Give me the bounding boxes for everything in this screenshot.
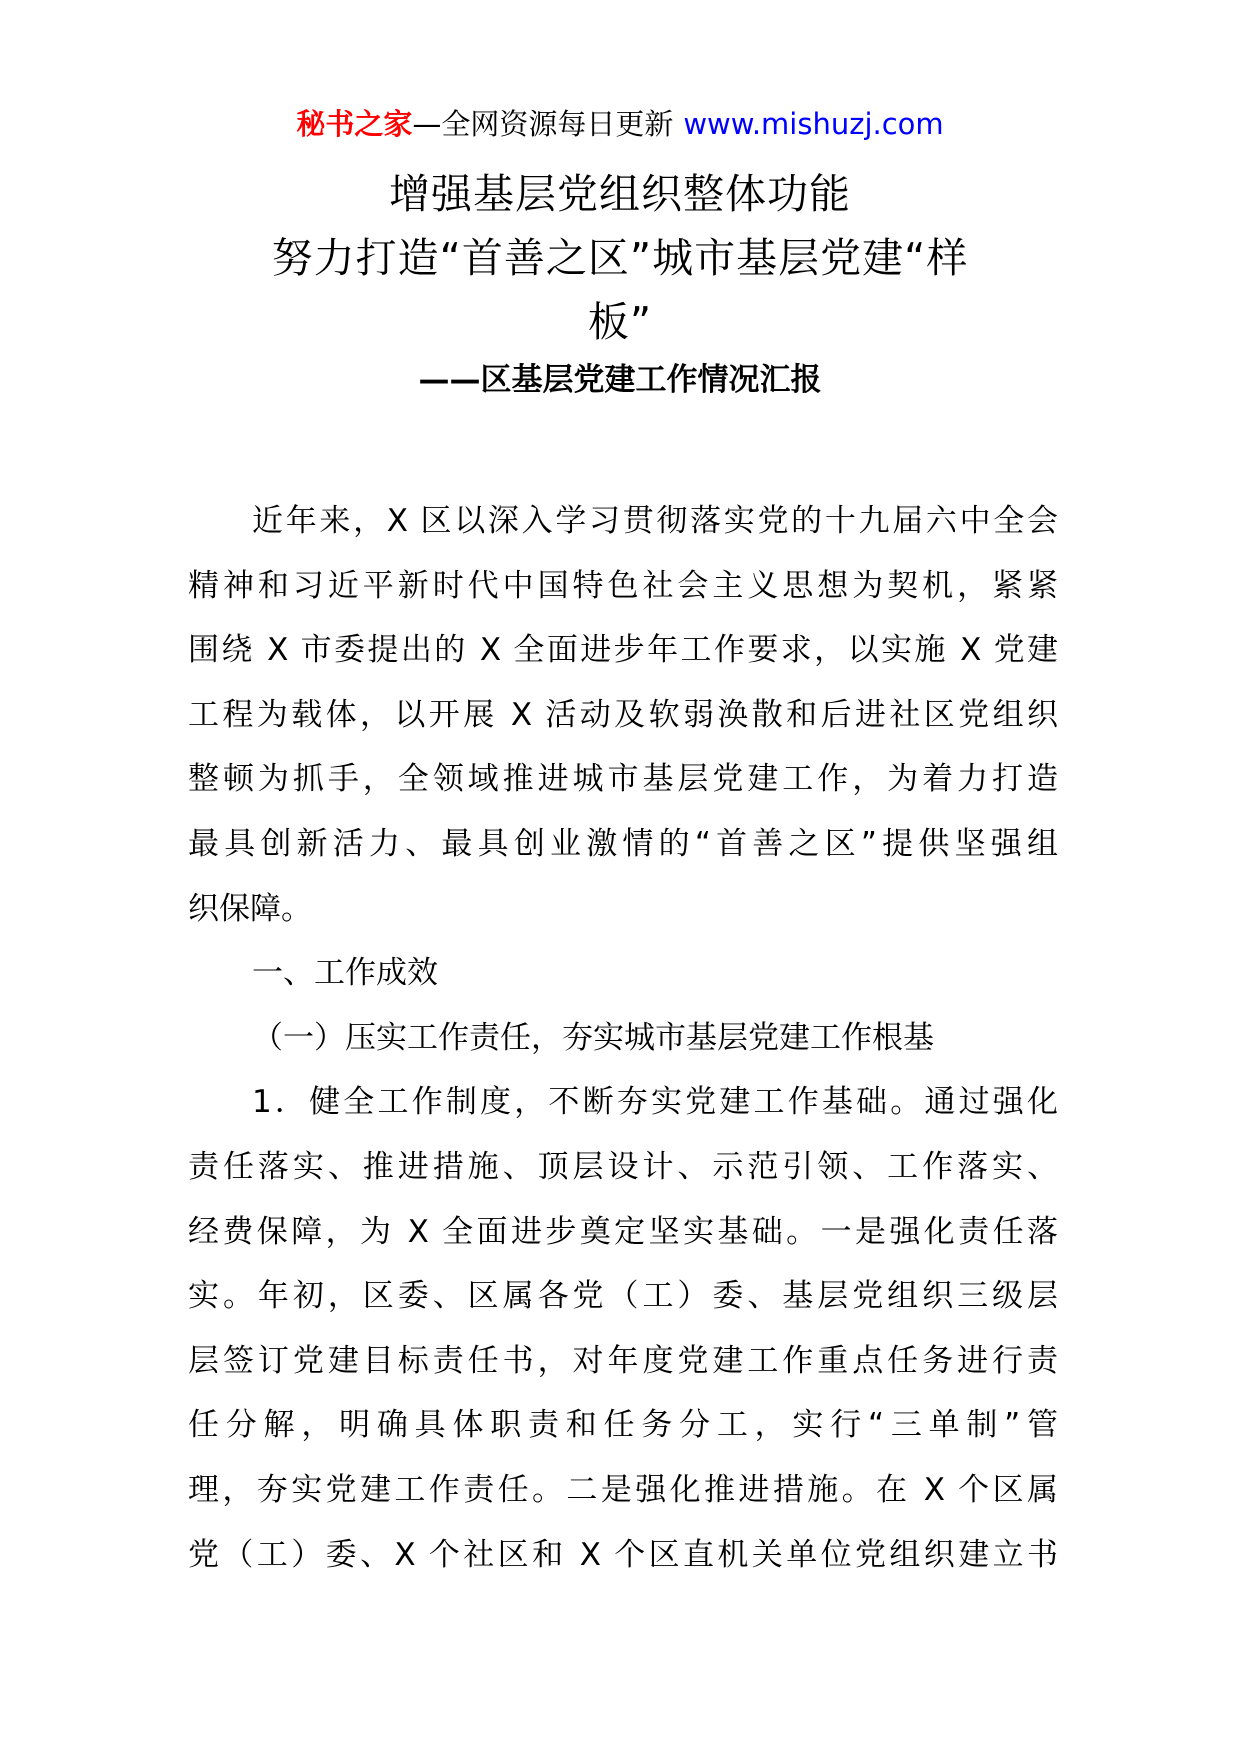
body-line: 最具创新活力、最具创业激情的“首善之区”提供坚强组 <box>188 825 1058 862</box>
title-line: 增强基层党组织整体功能 <box>389 170 851 218</box>
body-line: 党（工）委、X 个社区和 X 个区直机关单位党组织建立书 <box>188 1536 1058 1573</box>
body-line: 经费保障，为 X 全面进步奠定坚实基础。一是强化责任落 <box>188 1213 1058 1250</box>
body-line: 精神和习近平新时代中国特色社会主义思想为契机，紧紧 <box>188 567 1058 604</box>
site-banner <box>0 104 1240 144</box>
body-line: 1．健全工作制度，不断夯实党建工作基础。通过强化 <box>252 1084 1058 1121</box>
body-line: 理，夯实党建工作责任。二是强化推进措施。在 X 个区属 <box>188 1471 1058 1508</box>
body-line: 层签订党建目标责任书，对年度党建工作重点任务进行责 <box>188 1342 1058 1379</box>
section-heading: 一、工作成效 <box>252 955 438 992</box>
body-line: 织保障。 <box>188 890 312 927</box>
document-title <box>180 162 1060 354</box>
title-line: 板” <box>587 298 653 346</box>
title-line: 努力打造“首善之区”城市基层党建“样 <box>271 234 969 282</box>
body-line: 责任落实、推进措施、顶层设计、示范引领、工作落实、 <box>188 1148 1058 1185</box>
document-body <box>188 489 1058 1587</box>
subsection-heading: （一）压实工作责任，夯实城市基层党建工作根基 <box>252 1019 934 1056</box>
banner-brand: 秘书之家 <box>296 107 413 141</box>
body-line: 围绕 X 市委提出的 X 全面进步年工作要求，以实施 X 党建 <box>188 632 1058 669</box>
body-line: 整顿为抓手，全领域推进城市基层党建工作，为着力打造 <box>188 761 1058 798</box>
body-line: 近年来，X 区以深入学习贯彻落实党的十九届六中全会 <box>252 503 1058 539</box>
body-line: 工程为载体，以开展 X 活动及软弱涣散和后进社区党组织 <box>188 696 1058 733</box>
banner-url-link[interactable]: www.mishuzj.com <box>683 107 944 141</box>
body-line: 实。年初，区委、区属各党（工）委、基层党组织三级层 <box>188 1278 1058 1315</box>
document-subtitle: ——区基层党建工作情况汇报 <box>418 362 822 398</box>
body-line: 任分解，明确具体职责和任务分工，实行“三单制”管 <box>188 1407 1058 1444</box>
banner-slogan: —全网资源每日更新 <box>412 107 674 141</box>
